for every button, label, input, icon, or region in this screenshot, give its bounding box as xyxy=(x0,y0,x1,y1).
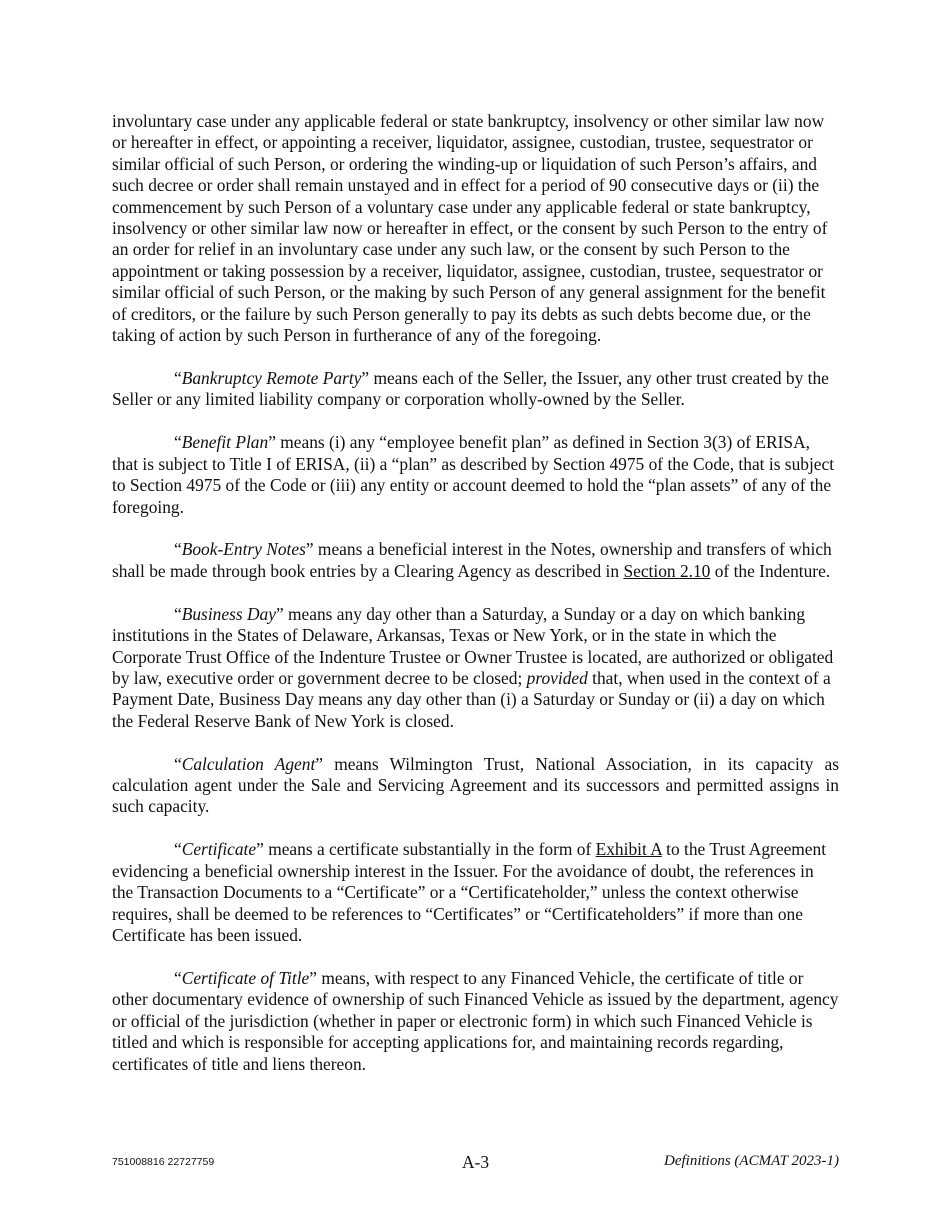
definition-text: to the Trust Agreement evidencing a beneficial ownership interest in the Issuer. For the avoidance of doubt, the references in the Transaction Documents to a “Certificate” or a “Certificateholder,” unless the context otherwise requires, shall be deemed to be references to “Certificates” or “Certificateholders” if more than one Certificate has been issued. xyxy=(112,839,827,945)
open-quote: “ xyxy=(174,432,182,453)
defined-term: Calculation Agent xyxy=(181,753,316,774)
definition-text: ” means a beneficial interest in the Notes, ownership and transfers of which shall be made through book entries by a Clearing Agency as described in xyxy=(112,539,832,581)
definition-text: ” means each of the Seller, the Issuer, any other trust created by the Seller or any limited liability company or corporation wholly-owned by the Seller. xyxy=(112,367,829,410)
open-quote: “ xyxy=(174,603,182,624)
definition-text: of the Indenture. xyxy=(710,560,831,581)
page-footer xyxy=(112,1152,839,1174)
open-quote: “ xyxy=(174,839,182,860)
definition-text: ” means any day other than a Saturday, a Sunday or a day on which banking institutions in the States of Delaware, Arkansas, Texas or New York, or in the state in which the Corporate Trust Office of the Indenture Trustee or Owner Trustee is located, are authorized or obligated by law, executive order or government decree to be closed; xyxy=(112,603,834,688)
paragraph-text: involuntary case under any applicable federal or state bankruptcy, insolvency or other similar law now or hereafter in effect, or appointing a receiver, liquidator, assignee, custodian, trustee, sequestrator or similar official of such Person, or ordering the winding-up or liquidation of such Person’s affairs, and such decree or order shall remain unstayed and in effect for a period of 90 consecutive days or (ii) the commencement by such Person of a voluntary case under any applicable federal or state bankruptcy, insolvency or other similar law now or hereafter in effect, or the consent by such Person to the entry of an order for relief in an involuntary case under any such law, or the consent by such Person to the appointment or taking possession by a receiver, liquidator, assignee, custodian, trustee, sequestrator or similar official of such Person, or the making by such Person of any general assignment for the benefit of creditors, or the failure by such Person generally to pay its debts as such debts become due, or the taking of action by such Person in furtherance of any of the foregoing. xyxy=(112,111,828,346)
defined-term: Business Day xyxy=(181,603,276,624)
section-reference: Section 2.10 xyxy=(623,560,711,581)
definition-text: ” means (i) any “employee benefit plan” as defined in Section 3(3) of ERISA, that is subject to Title I of ERISA, (ii) a “plan” as described by Section 4975 of the Code, that is subject to Section 4975 of the Code or (iii) any entity or account deemed to hold the “plan assets” of any of the foregoing. xyxy=(112,432,835,517)
definition-business-day xyxy=(112,604,839,732)
open-quote: “ xyxy=(174,539,182,560)
definition-certificate-of-title xyxy=(112,968,839,1075)
defined-term: Bankruptcy Remote Party xyxy=(181,367,362,388)
defined-term: Certificate xyxy=(181,839,257,860)
document-title: Definitions (ACMAT 2023-1) xyxy=(664,1153,839,1169)
open-quote: “ xyxy=(174,367,182,388)
defined-term: Certificate of Title xyxy=(181,967,310,988)
definition-benefit-plan xyxy=(112,432,839,518)
definition-text: that, when used in the context of a Payment Date, Business Day means any day other than (i) a Saturday or Sunday or (ii) a day on which the Federal Reserve Bank of New York is closed. xyxy=(112,667,831,731)
definition-text: ” means a certificate substantially in the form of xyxy=(256,839,596,860)
paragraph-continuation xyxy=(112,111,839,346)
document-body xyxy=(112,111,839,1096)
definition-text: ” means Wilmington Trust, National Association, in its capacity as calculation agent under the Sale and Servicing Agreement and its successors and permitted assigns in such capacity. xyxy=(112,753,839,817)
proviso-term: provided xyxy=(526,667,588,688)
open-quote: “ xyxy=(174,753,182,774)
page-number: A-3 xyxy=(461,1152,490,1172)
definition-bankruptcy-remote-party xyxy=(112,368,839,411)
defined-term: Book-Entry Notes xyxy=(181,539,306,560)
definition-text: ” means, with respect to any Financed Vehicle, the certificate of title or other documentary evidence of ownership of such Financed Vehicle as issued by the department, agency or official of the jurisdiction (whether in paper or electronic form) in which such Financed Vehicle is titled and which is responsible for accepting applications for, and maintaining records regarding, certificates of title and liens thereon. xyxy=(112,967,839,1074)
document-id: 751008816 22727759 xyxy=(112,1156,215,1168)
exhibit-reference: Exhibit A xyxy=(595,839,662,860)
open-quote: “ xyxy=(174,967,182,988)
defined-term: Benefit Plan xyxy=(181,432,269,453)
definition-certificate xyxy=(112,839,839,946)
definition-calculation-agent xyxy=(112,754,839,818)
definition-book-entry-notes xyxy=(112,539,839,582)
